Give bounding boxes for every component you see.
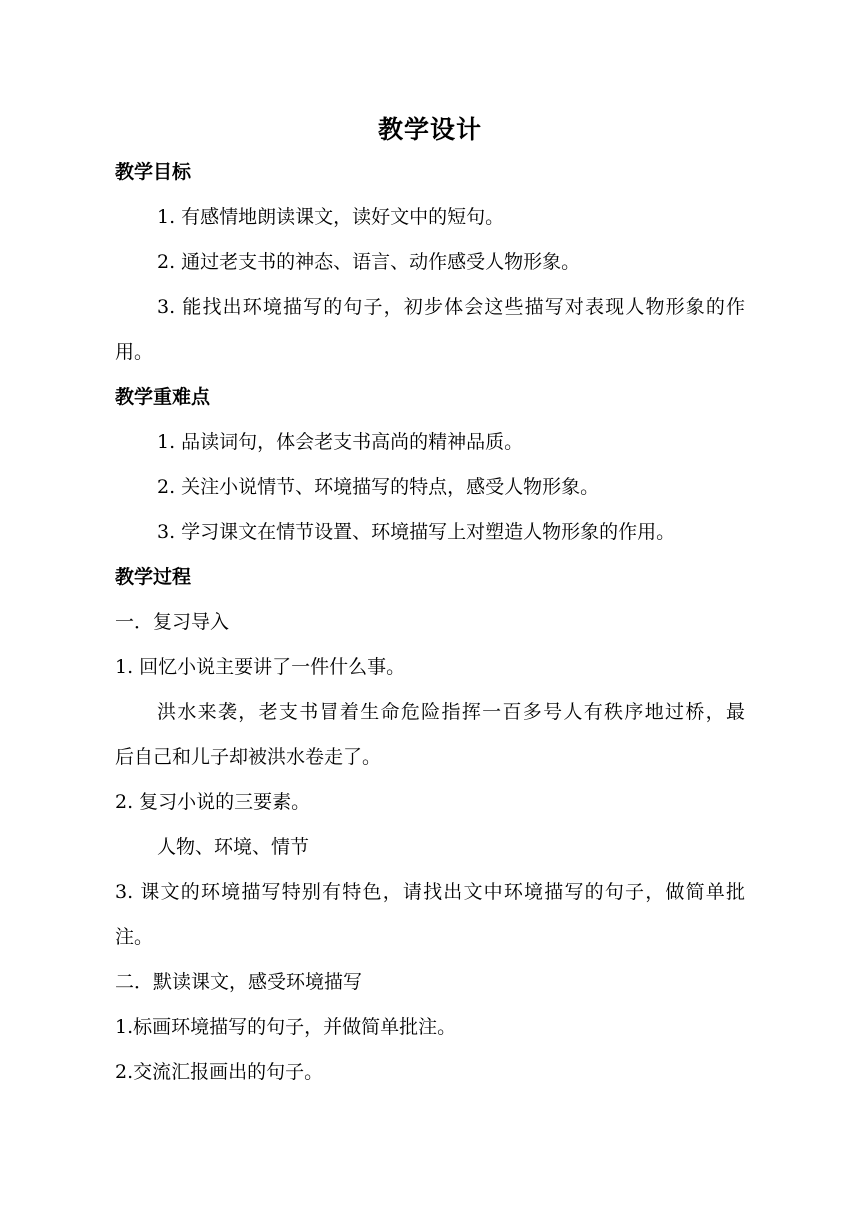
key-point-item-1: 1. 品读词句，体会老支书高尚的精神品质。 <box>157 431 524 453</box>
process-part-2-label: 二．默读课文，感受环境描写 <box>115 971 363 993</box>
section-heading-process: 教学过程 <box>115 566 192 588</box>
objective-item-2: 2. 通过老支书的神态、语言、动作感受人物形象。 <box>157 251 581 273</box>
document-title: 教学设计 <box>377 115 482 144</box>
objective-item-3: 3. 能找出环境描写的句子，初步体会这些描写对表现人物形象的作 <box>157 296 745 318</box>
process-answer-2: 人物、环境、情节 <box>157 836 310 858</box>
process-answer-1: 洪水来袭，老支书冒着生命危险指挥一百多号人有秩序地过桥，最 <box>157 701 745 723</box>
key-point-item-3: 3. 学习课文在情节设置、环境描写上对塑造人物形象的作用。 <box>157 521 676 543</box>
section-heading-objectives: 教学目标 <box>115 161 192 183</box>
process-step-2: 2.交流汇报画出的句子。 <box>115 1061 324 1083</box>
key-point-item-2: 2. 关注小说情节、环境描写的特点，感受人物形象。 <box>157 476 600 498</box>
process-step-1: 1.标画环境描写的句子，并做简单批注。 <box>115 1016 457 1038</box>
process-question-2: 2. 复习小说的三要素。 <box>115 791 311 813</box>
process-part-1-label: 一．复习导入 <box>115 611 230 633</box>
section-heading-key-points: 教学重难点 <box>115 386 211 408</box>
objective-item-3-cont: 用。 <box>115 341 154 363</box>
objective-item-1: 1. 有感情地朗读课文，读好文中的短句。 <box>157 206 505 228</box>
process-question-3-cont: 注。 <box>115 926 154 948</box>
process-answer-1-cont: 后自己和儿子却被洪水卷走了。 <box>115 746 382 768</box>
process-question-3: 3. 课文的环境描写特别有特色，请找出文中环境描写的句子，做简单批 <box>115 881 745 903</box>
process-question-1: 1. 回忆小说主要讲了一件什么事。 <box>115 656 406 678</box>
